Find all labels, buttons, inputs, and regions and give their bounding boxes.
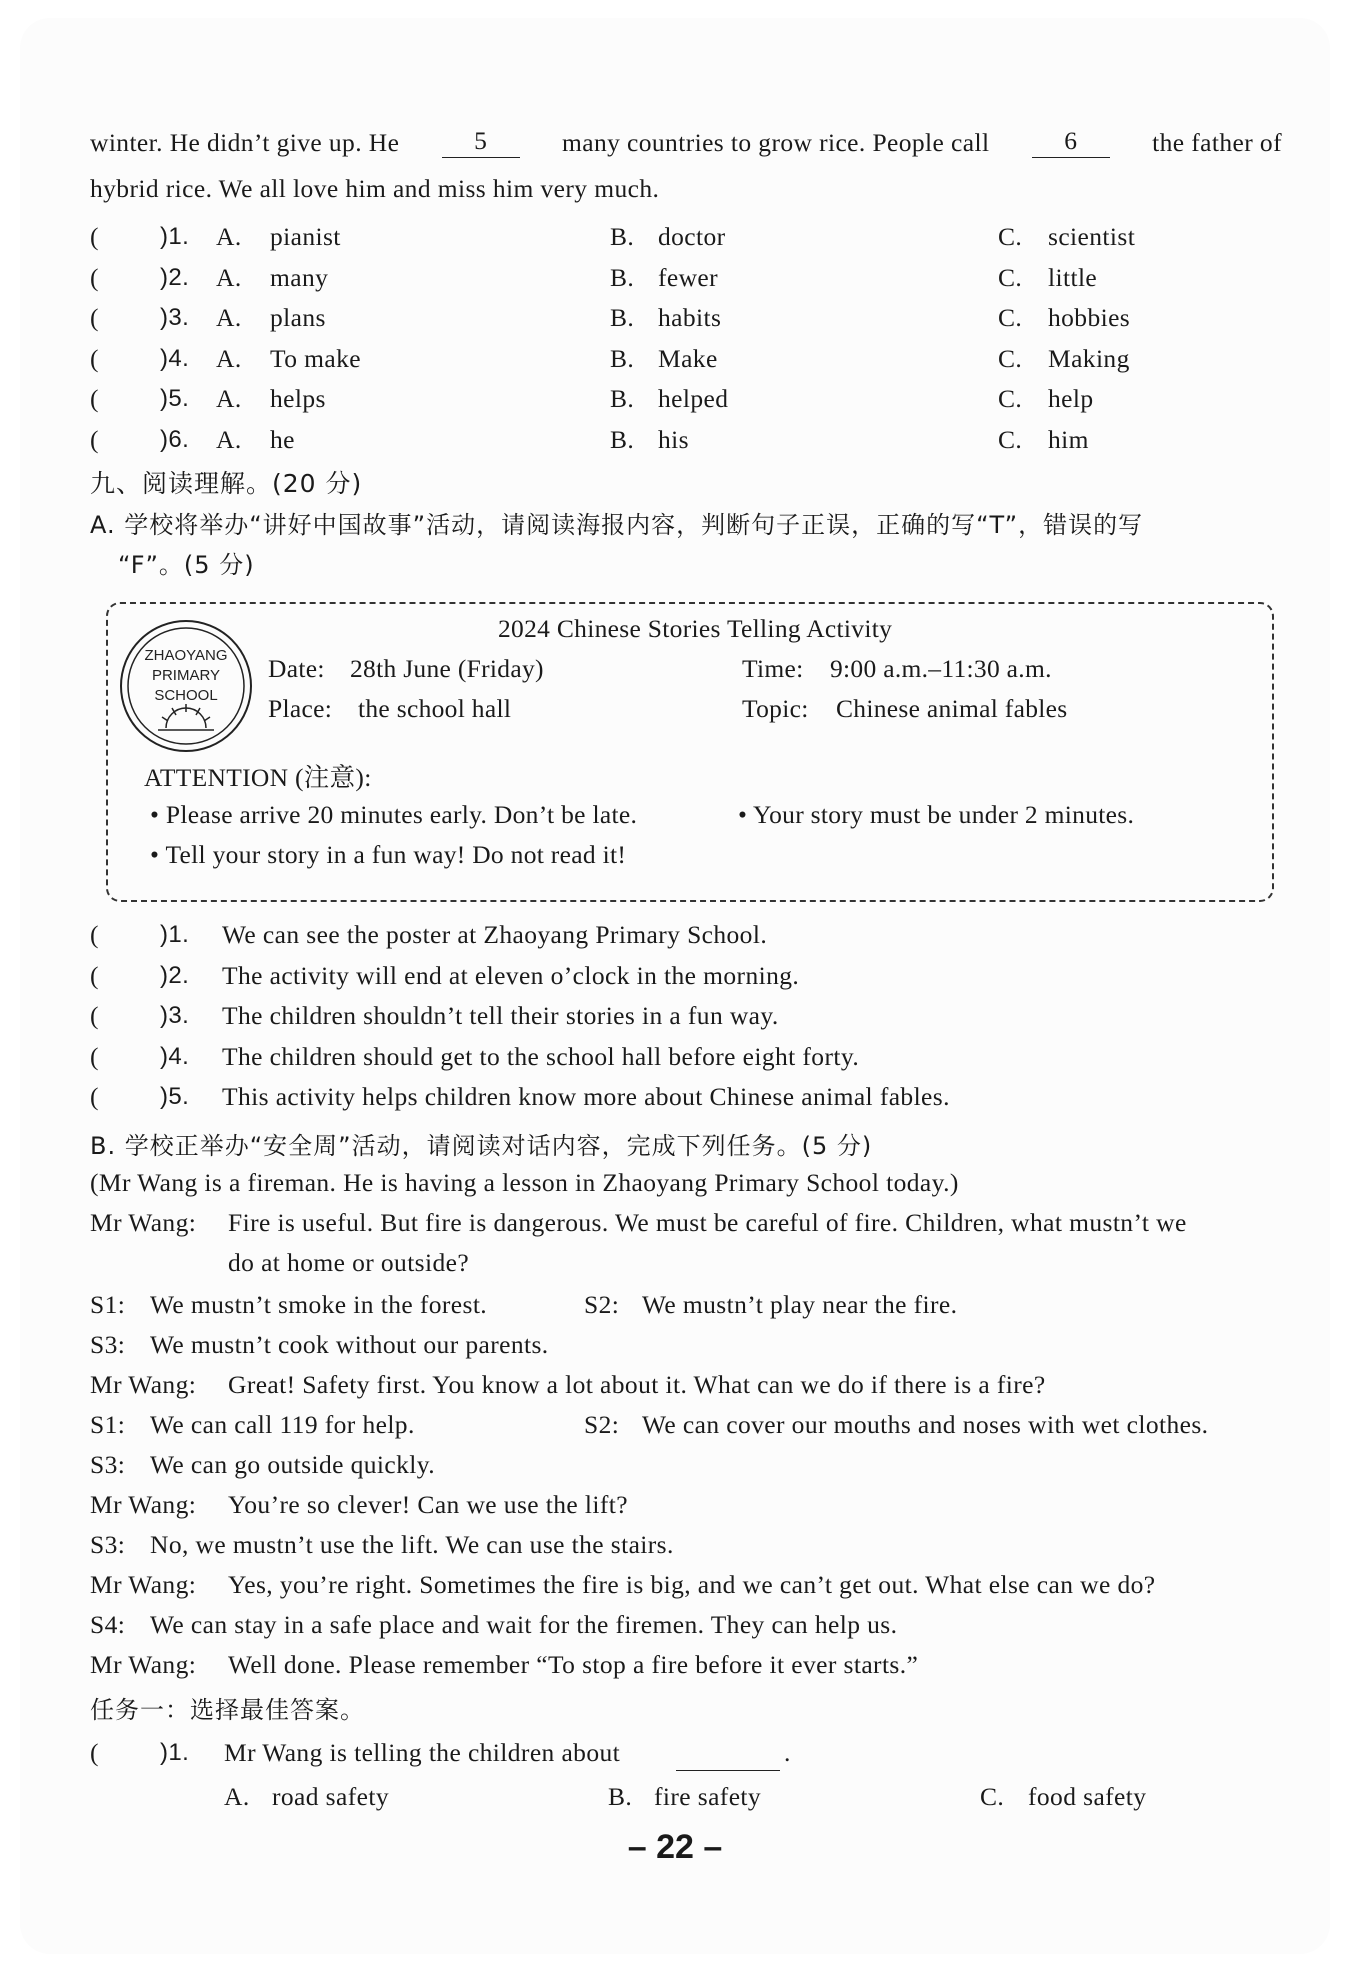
option-b-letter: B. — [610, 343, 635, 373]
answer-paren-open[interactable]: ( — [90, 1041, 99, 1071]
time-value: 9:00 a.m.–11:30 a.m. — [830, 654, 1052, 683]
option-b-letter: B. — [608, 1782, 633, 1811]
dialogue-line-cont: do at home or outside? — [228, 1248, 470, 1277]
question-text: Mr Wang is telling the children about — [224, 1738, 621, 1767]
answer-paren-open[interactable]: ( — [90, 303, 99, 332]
tf-question-row — [90, 1082, 1290, 1118]
speaker-name: S2: — [584, 1290, 620, 1319]
option-c-text: Making — [1048, 343, 1130, 373]
dialogue-line — [90, 1208, 1290, 1238]
option-b-text: habits — [658, 303, 722, 332]
cloze-text-c: the father of — [1152, 128, 1282, 157]
question-number: )1. — [160, 223, 190, 250]
option-b-letter: B. — [610, 222, 635, 251]
option-c-letter: C. — [998, 424, 1023, 454]
cloze-question-row — [90, 425, 1290, 461]
topic-label: Topic: — [742, 694, 809, 723]
dialogue-text: You’re so clever! Can we use the lift? — [228, 1490, 628, 1519]
question-period: . — [784, 1738, 791, 1767]
tf-question-row — [90, 961, 1290, 997]
dialogue-line — [90, 1450, 1290, 1480]
task-question-1-options — [90, 1782, 1290, 1818]
answer-paren-open[interactable]: ( — [90, 920, 99, 949]
option-a-text: many — [270, 262, 329, 292]
option-a-letter: A. — [216, 262, 242, 292]
question-text: We can see the poster at Zhaoyang Primary School. — [222, 920, 768, 949]
dialogue-line — [90, 1490, 1290, 1520]
part-a-instruction: A. 学校将举办“讲好中国故事”活动，请阅读海报内容，判断句子正误，正确的写“T”，错误的写 — [90, 511, 1144, 539]
option-c-letter: C. — [998, 303, 1023, 332]
option-c-text: scientist — [1048, 222, 1136, 251]
option-c-text: him — [1048, 424, 1089, 454]
dialogue-text: We can cover our mouths and noses with wet clothes. — [642, 1410, 1209, 1439]
option-b-letter: B. — [610, 384, 635, 413]
cloze-question-row — [90, 303, 1290, 339]
cloze-text-a: winter. He didn’t give up. He — [90, 128, 400, 157]
cloze-line-1 — [90, 128, 1282, 158]
question-number: )3. — [160, 1002, 190, 1029]
question-text: This activity helps children know more about Chinese animal fables. — [222, 1082, 950, 1111]
option-b-text: doctor — [658, 222, 726, 251]
speaker-name: Mr Wang: — [90, 1490, 197, 1519]
place-value: the school hall — [358, 694, 512, 723]
option-a-text: he — [270, 424, 295, 454]
speaker-name: S2: — [584, 1410, 620, 1439]
option-a-text: plans — [270, 303, 326, 332]
answer-paren-open[interactable]: ( — [90, 1738, 99, 1767]
question-number: )2. — [160, 263, 190, 291]
dialogue-text: Yes, you’re right. Sometimes the fire is big, and we can’t get out. What else can we do? — [228, 1570, 1156, 1599]
section-title: 九、阅读理解。(20 分) — [90, 469, 363, 498]
question-text: The children should get to the school hall before eight forty. — [222, 1041, 860, 1071]
option-a-letter: A. — [216, 343, 242, 373]
tf-question-row — [90, 920, 1290, 956]
dialogue-text: We can call 119 for help. — [150, 1410, 415, 1439]
answer-paren-open[interactable]: ( — [90, 424, 99, 454]
question-number: )6. — [160, 425, 190, 453]
speaker-name: Mr Wang: — [90, 1570, 197, 1599]
answer-paren-open[interactable]: ( — [90, 384, 99, 413]
task-1-heading: 任务一：选择最佳答案。 — [90, 1696, 365, 1724]
option-b-letter: B. — [610, 424, 635, 454]
sun-icon — [158, 704, 214, 730]
dialogue-text: We mustn’t cook without our parents. — [150, 1330, 549, 1359]
option-c-text: little — [1048, 262, 1098, 292]
question-number: )5. — [160, 385, 190, 412]
dialogue-text: No, we mustn’t use the lift. We can use the stairs. — [150, 1530, 674, 1559]
option-a-text: helps — [270, 384, 326, 413]
option-a-text: road safety — [272, 1782, 389, 1811]
attention-heading: ATTENTION (注意): — [144, 763, 372, 792]
tf-question-row — [90, 1001, 1290, 1037]
option-c-text: food safety — [1028, 1782, 1147, 1811]
option-b-text: helped — [658, 384, 729, 413]
question-number: )3. — [160, 304, 190, 331]
option-b-letter: B. — [610, 262, 635, 292]
question-text: The activity will end at eleven o’clock in the morning. — [222, 960, 800, 990]
option-c-text: help — [1048, 384, 1094, 413]
dialogue-text: We can stay in a safe place and wait for the firemen. They can help us. — [150, 1610, 898, 1639]
logo-text-3: SCHOOL — [154, 687, 218, 704]
logo-text-1: ZHAOYANG — [144, 647, 228, 664]
option-b-text: his — [658, 424, 689, 454]
option-a-text: To make — [270, 343, 361, 373]
option-a-text: pianist — [270, 222, 341, 251]
cloze-text-b: many countries to grow rice. People call — [562, 128, 990, 157]
speaker-name: Mr Wang: — [90, 1208, 197, 1237]
dialogue-text: Great! Safety first. You know a lot about it. What can we do if there is a fire? — [228, 1370, 1046, 1399]
place-label: Place: — [268, 694, 333, 723]
tf-question-row — [90, 1042, 1290, 1078]
answer-paren-open[interactable]: ( — [90, 1082, 99, 1111]
dialogue-text: We mustn’t smoke in the forest. — [150, 1290, 488, 1319]
answer-paren-open[interactable]: ( — [90, 343, 99, 373]
answer-paren-open[interactable]: ( — [90, 1001, 99, 1030]
question-number: )2. — [160, 961, 190, 989]
dialogue-text: We can go outside quickly. — [150, 1450, 435, 1479]
question-number: )5. — [160, 1083, 190, 1110]
option-c-letter: C. — [998, 222, 1023, 251]
option-c-letter: C. — [998, 343, 1023, 373]
dialogue-line — [90, 1290, 1290, 1320]
speaker-name: S1: — [90, 1410, 126, 1439]
time-label: Time: — [742, 654, 804, 683]
part-a-instruction-2: “F”。(5 分) — [118, 551, 255, 579]
school-logo — [118, 618, 254, 754]
answer-paren-open[interactable]: ( — [90, 960, 99, 990]
option-a-letter: A. — [216, 384, 242, 413]
question-text: The children shouldn’t tell their stories in a fun way. — [222, 1001, 779, 1030]
cloze-line-2: hybrid rice. We all love him and miss him very much. — [90, 174, 660, 203]
task-question-1 — [90, 1738, 1290, 1774]
speaker-name: Mr Wang: — [90, 1650, 197, 1679]
page-number: – 22 – — [627, 1828, 723, 1866]
cloze-question-row — [90, 384, 1290, 420]
option-c-letter: C. — [998, 262, 1023, 292]
speaker-name: S3: — [90, 1330, 126, 1359]
question-number: )4. — [160, 1042, 190, 1070]
attention-bullet-1: • Please arrive 20 minutes early. Don’t be late. — [150, 800, 638, 829]
dialogue-text: Fire is useful. But fire is dangerous. We must be careful of fire. Children, what mustn’t we — [228, 1208, 1187, 1237]
cloze-question-row — [90, 222, 1290, 258]
question-number: )1. — [160, 1739, 190, 1766]
option-a-letter: A. — [224, 1782, 250, 1811]
option-c-text: hobbies — [1048, 303, 1131, 332]
dialogue-line — [90, 1410, 1290, 1440]
option-a-letter: A. — [216, 424, 242, 454]
dialogue-intro: (Mr Wang is a fireman. He is having a lesson in Zhaoyang Primary School today.) — [90, 1168, 959, 1197]
cloze-question-row — [90, 263, 1290, 299]
speaker-name: S3: — [90, 1450, 126, 1479]
poster-title: 2024 Chinese Stories Telling Activity — [498, 614, 893, 643]
option-a-letter: A. — [216, 303, 242, 332]
blank-5: 5 — [442, 128, 520, 158]
speaker-name: S1: — [90, 1290, 126, 1319]
dialogue-line — [90, 1650, 1290, 1680]
dialogue-line — [90, 1530, 1290, 1560]
blank-6: 6 — [1032, 128, 1110, 158]
logo-text-2: PRIMARY — [151, 667, 221, 684]
option-c-letter: C. — [980, 1782, 1005, 1811]
option-a-letter: A. — [216, 222, 242, 251]
date-label: Date: — [268, 654, 325, 683]
option-c-letter: C. — [998, 384, 1023, 413]
dialogue-text: Well done. Please remember “To stop a fire before it ever starts.” — [228, 1650, 919, 1679]
speaker-name: S3: — [90, 1530, 126, 1559]
dialogue-line — [90, 1570, 1290, 1600]
part-b-instruction: B. 学校正举办“安全周”活动，请阅读对话内容，完成下列任务。(5 分) — [90, 1132, 873, 1160]
dialogue-text: We mustn’t play near the fire. — [642, 1290, 958, 1319]
option-b-text: fire safety — [654, 1782, 762, 1811]
answer-blank — [676, 1742, 780, 1771]
question-number: )4. — [160, 344, 190, 372]
dialogue-line — [90, 1330, 1290, 1360]
option-b-text: fewer — [658, 262, 719, 292]
date-value: 28th June (Friday) — [350, 654, 544, 683]
answer-paren-open[interactable]: ( — [90, 222, 99, 251]
speaker-name: Mr Wang: — [90, 1370, 197, 1399]
option-b-text: Make — [658, 343, 718, 373]
attention-bullet-3: • Tell your story in a fun way! Do not read it! — [150, 840, 627, 869]
attention-bullet-2: • Your story must be under 2 minutes. — [738, 800, 1135, 829]
cloze-question-row — [90, 344, 1290, 380]
dialogue-line — [90, 1370, 1290, 1400]
question-number: )1. — [160, 921, 190, 948]
topic-value: Chinese animal fables — [836, 694, 1068, 723]
speaker-name: S4: — [90, 1610, 126, 1639]
dialogue-line — [90, 1610, 1290, 1640]
answer-paren-open[interactable]: ( — [90, 262, 99, 292]
option-b-letter: B. — [610, 303, 635, 332]
